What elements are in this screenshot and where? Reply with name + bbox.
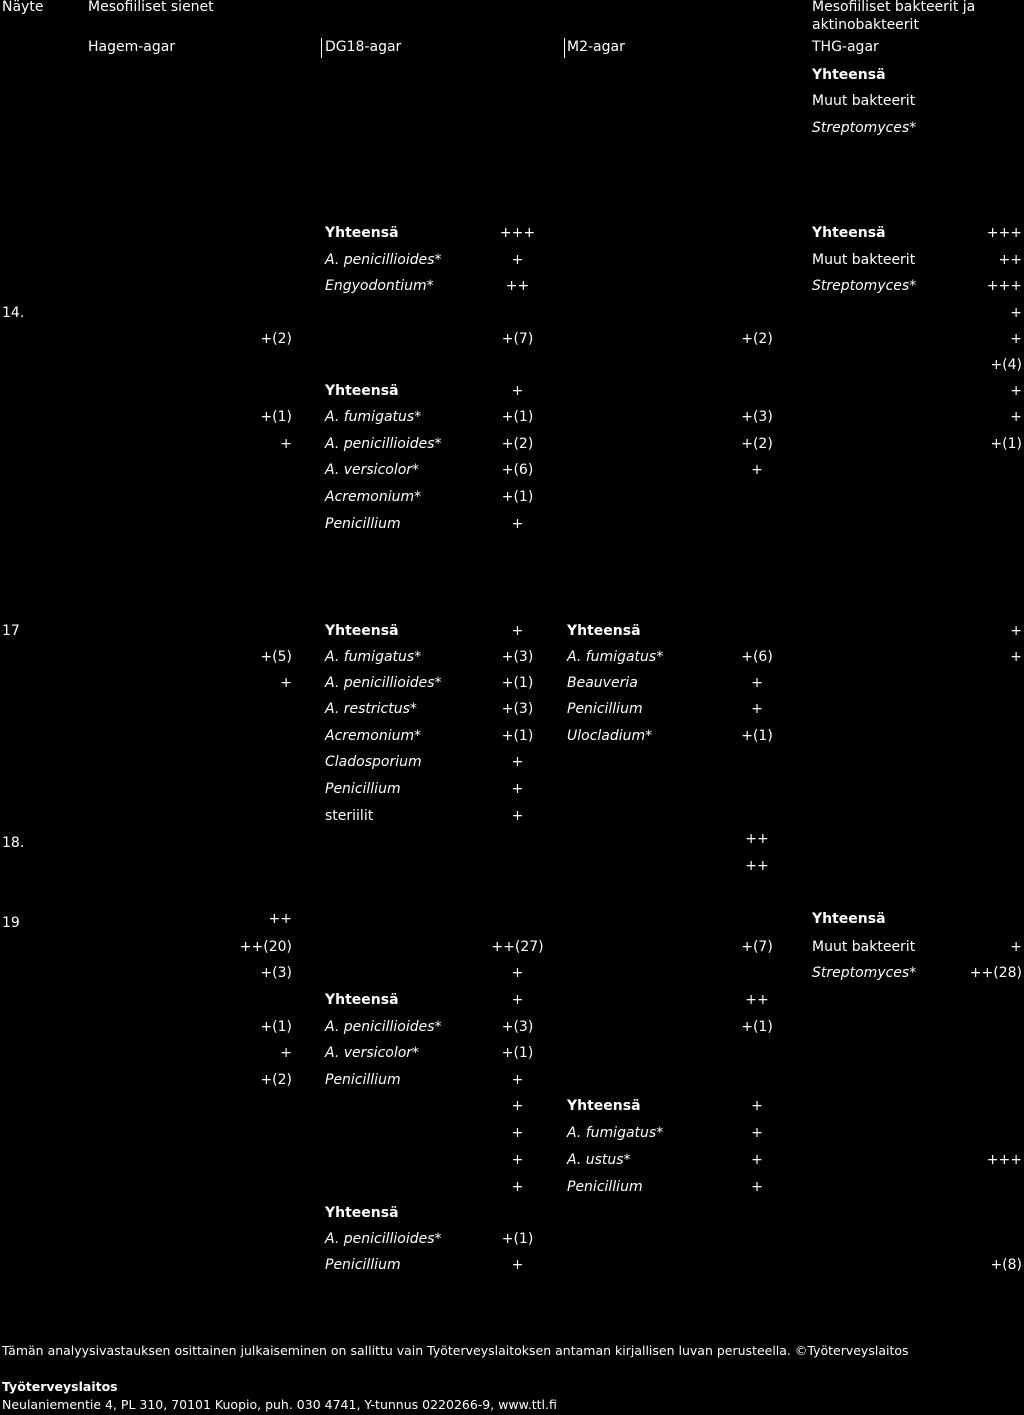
header-hagem: Hagem-agar: [88, 39, 176, 55]
dg18-organism: A. fumigatus*: [325, 649, 422, 665]
footer-org: Työterveyslaitos: [2, 1379, 118, 1394]
dg18-organism: A. penicillioides*: [325, 252, 442, 268]
thg-value: ++(28): [969, 965, 1022, 981]
m2-value: +(6): [741, 649, 773, 665]
dg18-organism: A. penicillioides*: [325, 1019, 442, 1035]
dg18-organism: Penicillium: [325, 516, 401, 532]
m2-value: ++: [745, 831, 769, 847]
dg18-organism: A. restrictus*: [325, 701, 417, 717]
m2-organism: Beauveria: [567, 675, 638, 691]
thg-value: +: [1010, 383, 1022, 399]
thg-value: +(8): [990, 1257, 1022, 1273]
hagem-value: +(1): [260, 409, 292, 425]
header-other-bacteria: Muut bakteerit: [812, 93, 916, 109]
dg18-organism: A. versicolor*: [325, 462, 420, 478]
column-divider: [321, 38, 322, 58]
thg-organism: Streptomyces*: [812, 278, 917, 294]
thg-organism: Yhteensä: [812, 911, 886, 927]
hagem-value: +(1): [260, 1019, 292, 1035]
header-sample: Näyte: [2, 0, 44, 15]
thg-value: +++: [986, 1152, 1022, 1168]
dg18-value: +: [511, 992, 524, 1008]
dg18-value: +: [511, 965, 524, 981]
dg18-value: +(6): [501, 462, 534, 478]
hagem-value: ++(20): [239, 939, 292, 955]
thg-value: +: [1010, 649, 1022, 665]
hagem-value: +: [280, 1045, 292, 1061]
m2-value: +(1): [741, 1019, 773, 1035]
m2-value: +: [751, 1098, 763, 1114]
dg18-organism: steriilit: [325, 808, 374, 824]
header-streptomyces: Streptomyces*: [812, 120, 917, 136]
hagem-value: +: [280, 436, 292, 452]
m2-organism: Ulocladium*: [567, 728, 653, 744]
hagem-value: +(2): [260, 1072, 292, 1088]
m2-value: +: [751, 1125, 763, 1141]
m2-value: +: [751, 701, 763, 717]
m2-value: +(7): [741, 939, 773, 955]
dg18-value: +: [511, 252, 524, 268]
dg18-value: +: [511, 1098, 524, 1114]
m2-value: +(3): [741, 409, 773, 425]
thg-value: +: [1010, 939, 1022, 955]
thg-organism: Muut bakteerit: [812, 252, 916, 268]
dg18-value: +: [511, 1179, 524, 1195]
dg18-value: +: [511, 1257, 524, 1273]
dg18-organism: A. penicillioides*: [325, 436, 442, 452]
dg18-organism: Cladosporium: [325, 754, 422, 770]
dg18-organism: A. penicillioides*: [325, 1231, 442, 1247]
dg18-value: +: [511, 1072, 524, 1088]
hagem-value: +: [280, 675, 292, 691]
dg18-organism: Acremonium*: [325, 728, 422, 744]
hagem-value: +(3): [260, 965, 292, 981]
dg18-organism: A. versicolor*: [325, 1045, 420, 1061]
dg18-value: +: [511, 383, 524, 399]
m2-organism: A. fumigatus*: [567, 649, 664, 665]
thg-organism: Streptomyces*: [812, 965, 917, 981]
dg18-value: +(1): [501, 675, 534, 691]
sample-number: 18.: [2, 835, 25, 851]
dg18-value: +: [511, 516, 524, 532]
dg18-value: +: [511, 1125, 524, 1141]
thg-organism: Yhteensä: [812, 225, 886, 241]
dg18-value: +: [511, 781, 524, 797]
dg18-value: +(2): [501, 436, 534, 452]
thg-value: +: [1010, 305, 1022, 321]
dg18-organism: Yhteensä: [325, 383, 399, 399]
m2-value: +: [751, 1179, 763, 1195]
m2-organism: A. fumigatus*: [567, 1125, 664, 1141]
footer-notice: Tämän analyysivastauksen osittainen julkaiseminen on sallittu vain Työterveyslaitoksen antaman kirjallisen luvan perusteella. ©Työterveyslaitos: [2, 1343, 909, 1358]
thg-value: +++: [986, 225, 1022, 241]
column-divider: [564, 38, 565, 58]
dg18-value: +(3): [501, 1019, 534, 1035]
m2-organism: Penicillium: [567, 701, 643, 717]
dg18-organism: Yhteensä: [325, 225, 399, 241]
dg18-value: +(1): [501, 728, 534, 744]
thg-value: +(4): [990, 357, 1022, 373]
dg18-value: +(1): [501, 1231, 534, 1247]
m2-organism: Yhteensä: [567, 1098, 641, 1114]
dg18-value: +(1): [501, 1045, 534, 1061]
m2-organism: A. ustus*: [567, 1152, 631, 1168]
dg18-organism: Yhteensä: [325, 1205, 399, 1221]
thg-value: +: [1010, 623, 1022, 639]
dg18-value: +: [511, 623, 524, 639]
hagem-value: +(5): [260, 649, 292, 665]
m2-value: ++: [745, 992, 769, 1008]
m2-organism: Yhteensä: [567, 623, 641, 639]
sample-number: 14.: [2, 305, 25, 321]
thg-value: +(1): [990, 436, 1022, 452]
dg18-organism: Penicillium: [325, 1072, 401, 1088]
dg18-value: ++(27): [491, 939, 544, 955]
dg18-value: ++: [505, 278, 530, 294]
sample-number: 17: [2, 623, 20, 639]
footer-address: Neulaniementie 4, PL 310, 70101 Kuopio, puh. 030 4741, Y-tunnus 0220266-9, www.ttl.fi: [2, 1397, 557, 1412]
header-m2: M2-agar: [567, 39, 625, 55]
m2-value: +(2): [741, 331, 773, 347]
m2-value: ++: [745, 858, 769, 874]
hagem-value: +(2): [260, 331, 292, 347]
dg18-value: +(1): [501, 409, 534, 425]
hagem-value: ++: [268, 911, 292, 927]
m2-value: +(2): [741, 436, 773, 452]
header-total: Yhteensä: [812, 67, 886, 83]
m2-value: +(1): [741, 728, 773, 744]
dg18-value: +++: [499, 225, 536, 241]
dg18-value: +: [511, 1152, 524, 1168]
dg18-value: +(7): [501, 331, 534, 347]
sample-number: 19: [2, 915, 20, 931]
dg18-organism: Engyodontium*: [325, 278, 434, 294]
dg18-organism: Penicillium: [325, 1257, 401, 1273]
thg-value: ++: [998, 252, 1022, 268]
header-thg: THG-agar: [812, 39, 879, 55]
dg18-organism: A. fumigatus*: [325, 409, 422, 425]
m2-value: +: [751, 675, 763, 691]
dg18-value: +(3): [501, 649, 534, 665]
thg-value: +: [1010, 409, 1022, 425]
m2-organism: Penicillium: [567, 1179, 643, 1195]
thg-value: +: [1010, 331, 1022, 347]
dg18-organism: Yhteensä: [325, 992, 399, 1008]
dg18-organism: Yhteensä: [325, 623, 399, 639]
header-bacteria-line2: aktinobakteerit: [812, 17, 919, 33]
dg18-organism: Acremonium*: [325, 489, 422, 505]
thg-organism: Muut bakteerit: [812, 939, 916, 955]
dg18-value: +: [511, 754, 524, 770]
m2-value: +: [751, 462, 763, 478]
header-bacteria-line1: Mesofiiliset bakteerit ja: [812, 0, 976, 15]
dg18-value: +: [511, 808, 524, 824]
header-fungi: Mesofiiliset sienet: [88, 0, 214, 15]
header-dg18: DG18-agar: [325, 39, 402, 55]
thg-value: +++: [986, 278, 1022, 294]
dg18-organism: A. penicillioides*: [325, 675, 442, 691]
m2-value: +: [751, 1152, 763, 1168]
dg18-value: +(1): [501, 489, 534, 505]
dg18-value: +(3): [501, 701, 534, 717]
dg18-organism: Penicillium: [325, 781, 401, 797]
